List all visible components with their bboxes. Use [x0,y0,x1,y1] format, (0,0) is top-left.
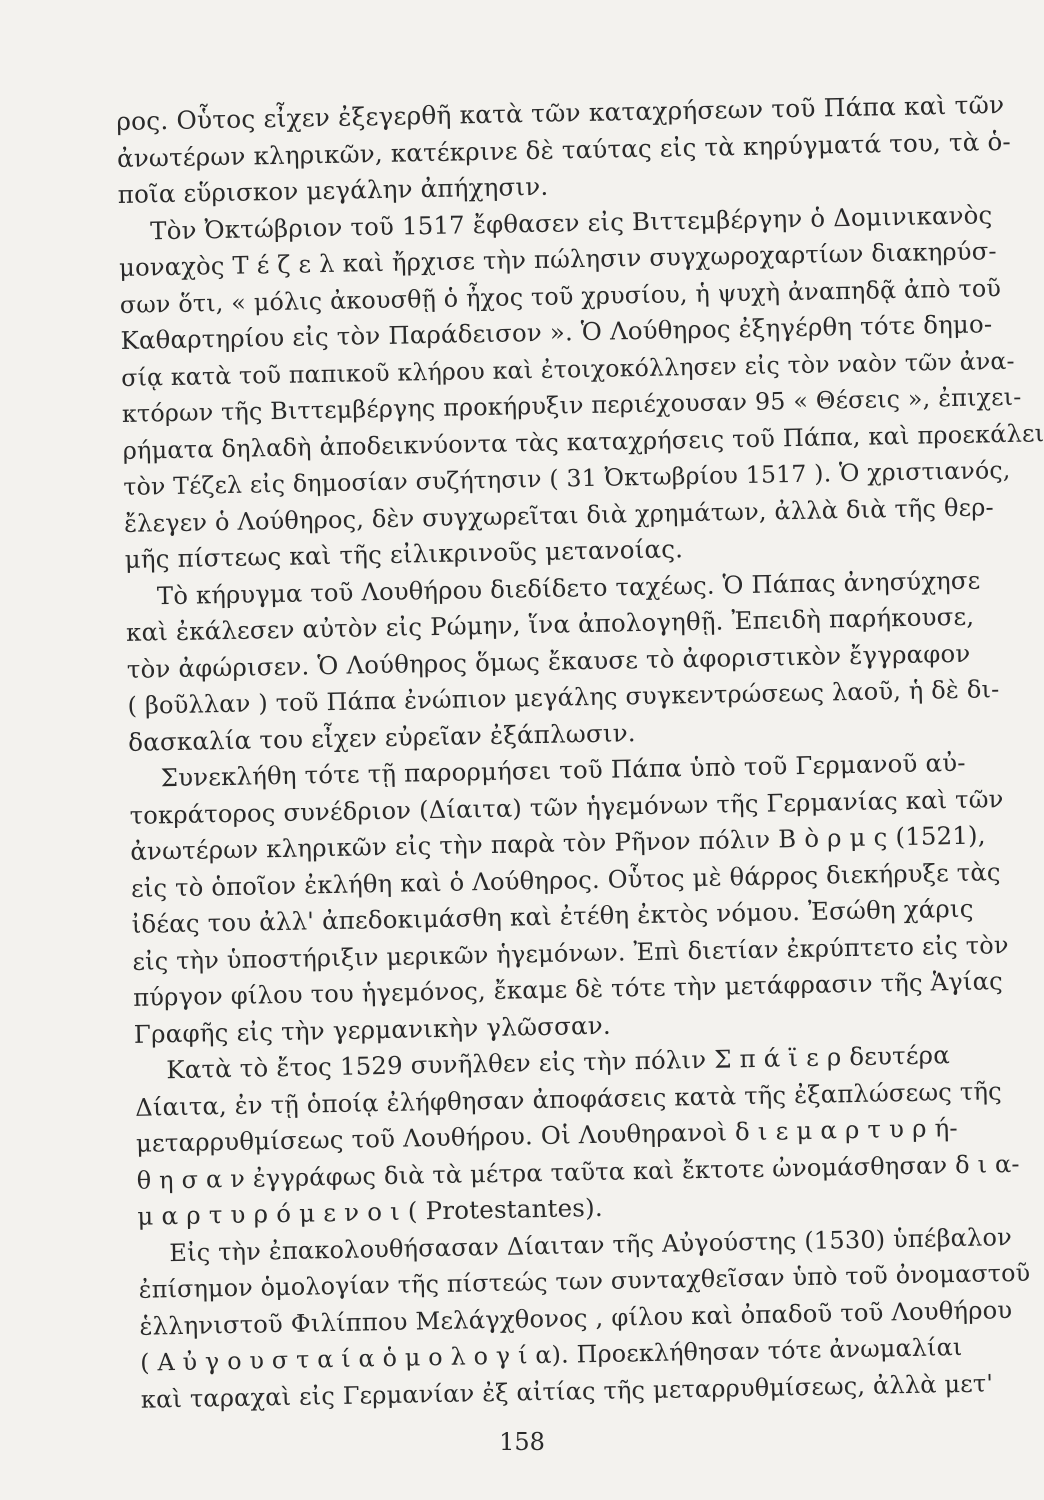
text-line: Δίαιτα, ἐν τῇ ὁποίᾳ ἐλήφθησαν ἀποφάσεις κατὰ τῆς ἐξαπλώσεως τῆς [134,1076,1003,1122]
text-line: θ η σ α ν ἐγγράφως διὰ τὰ μέτρα ταῦτα καὶ ἔκτοτε ὠνομάσθησαν δ ι α- [136,1149,1020,1195]
text-line: σων ὅτι, « μόλις ἀκουσθῇ ὁ ἦχος τοῦ χρυσίου, ἡ ψυχὴ ἀναπηδᾷ ἀπὸ τοῦ [119,273,1002,319]
text-line: μῆς πίστεως καὶ τῆς εἰλικρινοῦς μετανοίας. [124,534,684,574]
text-line: κτόρων τῆς Βιττεμβέργης προκήρυξιν περιέχουσαν 95 « Θέσεις », ἐπιχει- [121,382,1022,428]
text-line: ποῖα εὕρισκον μεγάλην ἀπήχησιν. [117,171,549,209]
text-line: ( Α ὐ γ ο υ σ τ α ί α ὁ μ ο λ ο γ ί α). Προεκλήθησαν τότε ἀνωμαλίαι [139,1332,963,1377]
text-line: Εἰς τὴν ἐπακολουθήσασαν Δίαιταν τῆς Αὐγούστης (1530) ὑπέβαλον [137,1222,1013,1268]
text-line: Γραφῆς εἰς τὴν γερμανικὴν γλῶσσαν. [133,1010,612,1049]
text-line: εἰς τὸ ὁποῖον ἐκλήθη καὶ ὁ Λούθηρος. Οὗτος μὲ θάρρος διεκήρυξε τὰς [130,857,1001,903]
text-line: ἀνωτέρων κληρικῶν εἰς τὴν παρὰ τὸν Ρῆνον πόλιν Β ὸ ρ μ ς (1521), [130,820,986,866]
text-line: καὶ ταραχαὶ εἰς Γερμανίαν ἐξ αἰτίας τῆς μεταρρυθμίσεως, ἀλλὰ μετ' [140,1368,994,1414]
text-line: μεταρρυθμίσεως τοῦ Λουθήρου. Οἱ Λουθηρανοὶ δ ι ε μ α ρ τ υ ρ ή- [135,1113,959,1158]
text-line: μ α ρ τ υ ρ ό μ ε ν ο ι ( Protestantes). [137,1192,604,1231]
text-line: ἑλληνιστοῦ Φιλίππου Μελάγχθονος , φίλου καὶ ὀπαδοῦ τοῦ Λουθήρου [139,1295,1013,1341]
text-line: ἀνωτέρων κληρικῶν, κατέκρινε δὲ ταύτας εἰς τὰ κηρύγματά του, τὰ ὁ- [116,126,1012,173]
text-line: μοναχὸς Τ έ ζ ε λ καὶ ἤρχισε τὴν πώλησιν συγχωροχαρτίων διακηρύσ- [118,237,998,282]
text-line: εἰς τὴν ὑποστήριξιν μερικῶν ἡγεμόνων. Ἐπὶ διετίαν ἐκρύπτετο εἰς τὸν [132,930,1009,976]
text-line: Τὸ κήρυγμα τοῦ Λουθήρου διεδίδετο ταχέως. Ὁ Πάπας ἀνησύχησε [125,565,981,611]
text-line: Καθαρτηρίου εἰς τὸν Παράδεισον ». Ὁ Λούθηρος ἐξηγέρθη τότε δημο- [120,309,993,355]
text-line: ( βοῦλλαν ) τοῦ Πάπα ἐνώπιον μεγάλης συγκεντρώσεως λαοῦ, ἡ δὲ δι- [127,675,1000,720]
text-line: σίᾳ κατὰ τοῦ παπικοῦ κλήρου καὶ ἐτοιχοκόλλησεν εἰς τὸν ναὸν τῶν ἀνα- [120,346,1015,392]
text-line: ἐπίσημον ὁμολογίαν τῆς πίστεώς των συνταχθεῖσαν ὑπὸ τοῦ ὀνομαστοῦ [138,1258,1031,1304]
text-line: καὶ ἐκάλεσεν αὐτὸν εἰς Ρώμην, ἵνα ἀπολογηθῇ. Ἐπειδὴ παρήκουσε, [125,601,975,647]
page-number: 158 [499,1428,545,1456]
text-line: Συνεκλήθη τότε τῇ παρορμήσει τοῦ Πάπα ὑπὸ τοῦ Γερμανοῦ αὐ- [128,747,966,793]
text-line: πύργον φίλου του ἡγεμόνος, ἔκαμε δὲ τότε τὴν μετάφρασιν τῆς Ἁγίας [132,967,1004,1012]
text-line: ἔλεγεν ὁ Λούθηρος, δὲν συγχωρεῖται διὰ χρημάτων, ἀλλὰ διὰ τῆς θερ- [123,492,995,538]
text-line: ρος. Οὗτος εἶχεν ἐξεγερθῆ κατὰ τῶν καταχρήσεων τοῦ Πάπα καὶ τῶν [116,89,1005,136]
text-line: Τὸν Ὀκτώβριον τοῦ 1517 ἔφθασεν εἰς Βιττεμβέργην ὁ Δομινικανὸς [118,199,993,246]
body-text [116,88,1044,1418]
text-line: ρήματα δηλαδὴ ἀποδεικνύοντα τὰς καταχρήσεις τοῦ Πάπα, καὶ προεκάλει [122,418,1044,465]
text-line: Κατὰ τὸ ἔτος 1529 συνῆλθεν εἰς τὴν πόλιν Σ π ά ϊ ε ρ δευτέρα [134,1040,951,1085]
text-line: ἰδέας του ἀλλ' ἀπεδοκιμάσθη καὶ ἐτέθη ἐκτὸς νόμου. Ἐσώθη χάρις [131,893,974,939]
text-line: τὸν ἀφώρισεν. Ὁ Λούθηρος ὅμως ἔκαυσε τὸ ἀφοριστικὸν ἔγγραφον [126,638,971,684]
text-line: δασκαλία του εἶχεν εὐρεῖαν ἐξάπλωσιν. [127,717,637,757]
text-line: τοκράτορος συνέδριον (Δίαιτα) τῶν ἡγεμόνων τῆς Γερμανίας καὶ τῶν [129,784,1004,830]
text-line: τὸν Τέζελ εἰς δημοσίαν συζήτησιν ( 31 Ὀκτωβρίου 1517 ). Ὁ χριστιανός, [123,455,1011,501]
